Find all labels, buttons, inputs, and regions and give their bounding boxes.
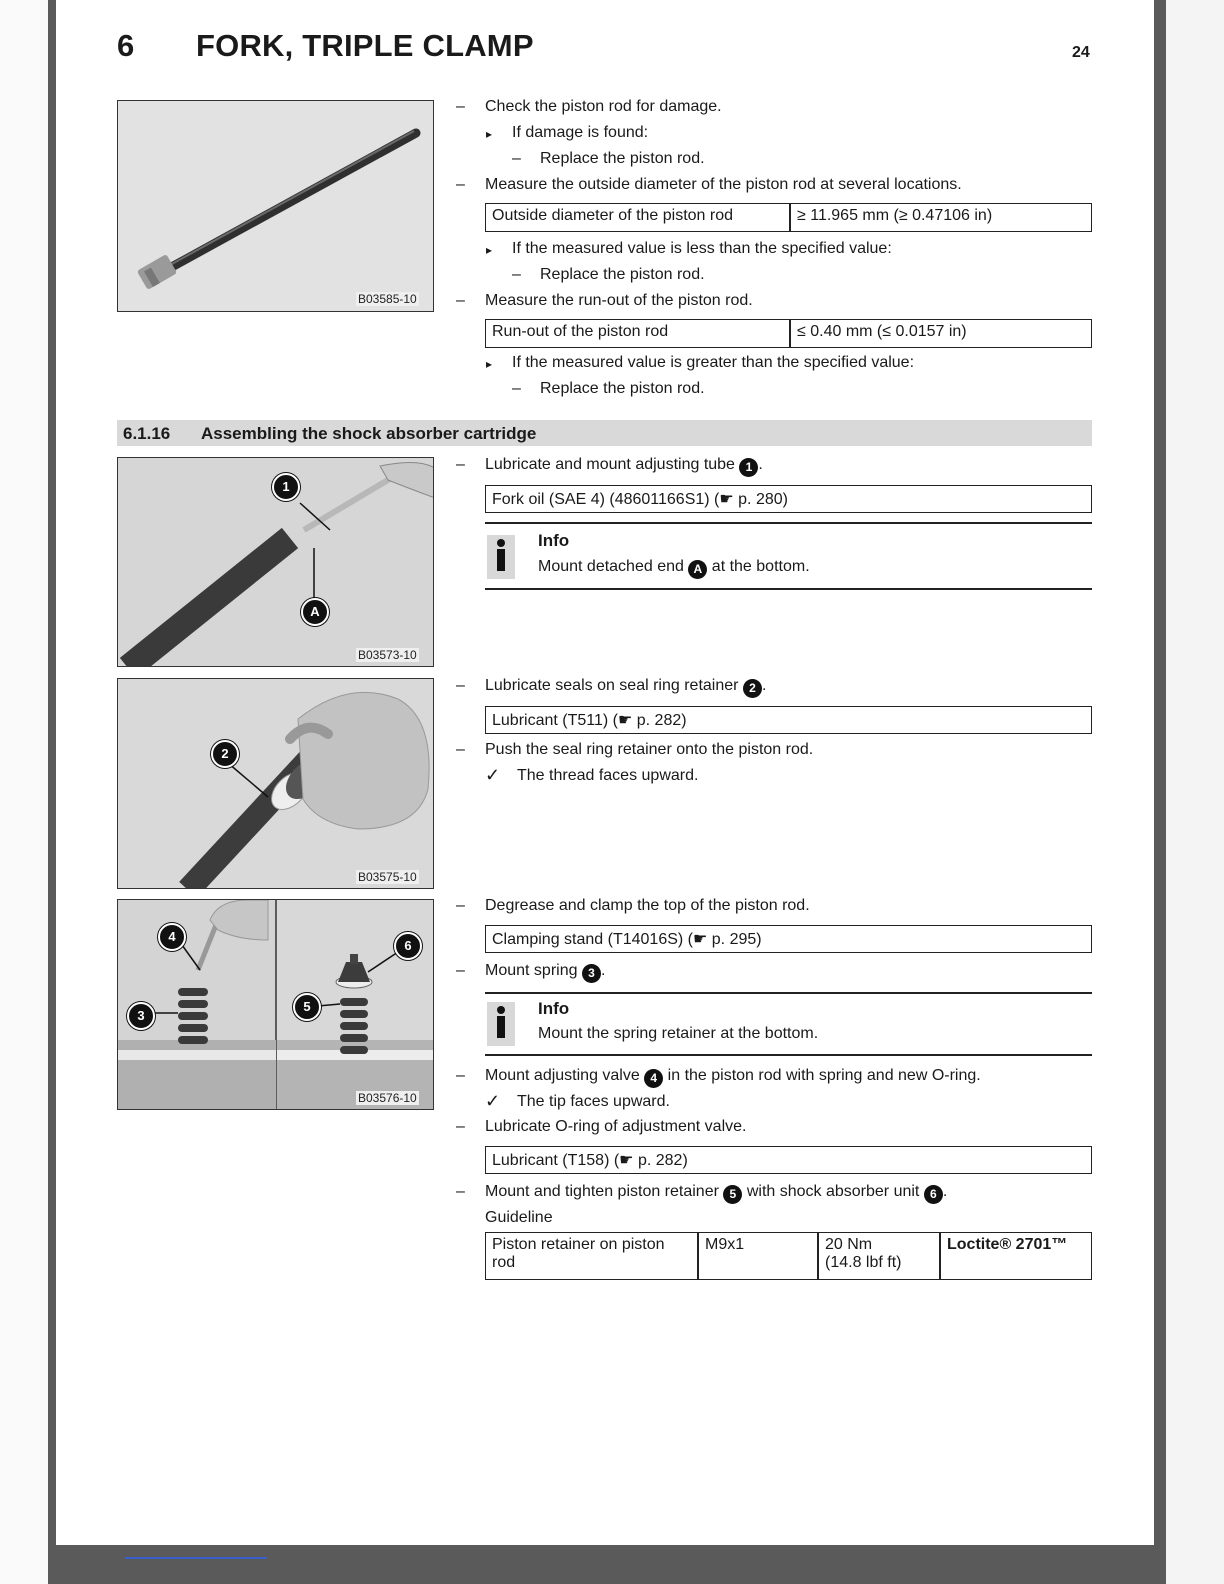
dash: – [456,292,465,309]
piston-rod-illustration [118,101,434,312]
spec-lubricant: Lubricant (T158) (☛ p. 282) [492,1152,688,1169]
torque-table-part [486,1233,698,1279]
info-text-end: at the bottom. [711,558,810,575]
figure-piston-rod [117,100,434,312]
info-top-rule [485,992,1092,994]
torque-part-line2: rod [492,1254,516,1271]
inline-marker-2: 2 [743,679,762,698]
bullet-icon: ▸ [486,127,493,141]
step-mount-adjusting-valve [485,1067,981,1088]
callout-marker-6: 6 [394,932,422,960]
torque-value-lbf: (14.8 lbf ft) [825,1254,902,1271]
torque-table-value [819,1233,907,1279]
info-text: Mount the spring retainer at the bottom. [538,1025,819,1042]
torque-table-thread: M9x1 [705,1236,745,1253]
spec-label: Outside diameter of the piston rod [492,207,734,224]
callout-marker-1: 1 [272,473,300,501]
figure-label: B03575-10 [358,870,417,884]
step-text: Mount spring [485,962,578,979]
seal-ring-illustration [118,679,434,889]
info-title: Info [538,999,570,1018]
spec-lubricant: Lubricant (T511) (☛ p. 282) [492,712,687,729]
dash: – [456,962,465,979]
viewer-margin-right [1166,0,1224,1584]
spec-clamping-stand: Clamping stand (T14016S) (☛ p. 295) [492,931,762,948]
step-measure-diameter: Measure the outside diameter of the piston rod at several locations. [485,176,962,193]
section-title: Assembling the shock absorber cartridge [201,424,537,443]
page-number: 24 [1072,44,1090,61]
step-measure-runout: Measure the run-out of the piston rod. [485,292,753,309]
viewer-link-underline[interactable] [125,1557,267,1559]
figure-label: B03573-10 [358,648,417,662]
check-icon: ✓ [485,1091,501,1111]
dash: – [456,677,465,694]
viewer-border-left [48,0,56,1584]
step-text-end: . [942,1183,948,1200]
viewer-border-right [1154,0,1166,1584]
figure-spring-valve [117,899,434,1110]
condition-less: If the measured value is less than the specified value: [512,240,892,257]
chapter-title: FORK, TRIPLE CLAMP [196,28,534,63]
callout-marker-3: 3 [127,1002,155,1030]
info-icon [487,1002,515,1046]
dash: – [456,176,465,193]
dash: – [512,380,521,397]
inline-marker-1: 1 [739,458,758,477]
info-text-start: Mount detached end [538,558,684,575]
dash: – [456,897,465,914]
action-replace: Replace the piston rod. [540,150,705,167]
torque-table-loctite: Loctite® 2701™ [947,1236,1068,1253]
step-check-damage: Check the piston rod for damage. [485,98,722,115]
inline-marker-5: 5 [723,1185,742,1204]
viewer-bottom-bar [48,1545,1166,1584]
chapter-number: 6 [117,28,135,63]
spec-table-runout [485,319,1092,348]
torque-spec-table [485,1232,1092,1280]
step-text-end: . [758,456,763,473]
inline-marker-A: A [688,560,707,579]
figure-label: B03576-10 [358,1091,417,1105]
torque-value-nm: 20 Nm [825,1236,873,1253]
figure-label: B03585-10 [358,292,417,306]
info-text [538,558,810,579]
step-text: Mount adjusting valve [485,1067,640,1084]
inline-marker-6: 6 [924,1185,943,1204]
info-title: Info [538,531,570,550]
step-text: Lubricate and mount adjusting tube [485,456,735,473]
section-number: 6.1.16 [123,424,171,443]
condition-greater: If the measured value is greater than the specified value: [512,354,915,371]
step-mount-spring [485,962,605,983]
dash: – [456,1118,465,1135]
step-text-mid: with shock absorber unit [746,1183,920,1200]
spec-table-diameter [485,203,1092,232]
dash: – [456,456,465,473]
spec-box-clamping-stand [485,925,1092,953]
spec-fork-oil: Fork oil (SAE 4) (48601166S1) (☛ p. 280) [492,491,788,508]
spec-label: Run-out of the piston rod [492,323,669,340]
callout-marker-4: 4 [158,923,186,951]
condition-damage: If damage is found: [512,124,649,141]
dash: – [512,266,521,283]
callout-marker-2: 2 [211,740,239,768]
callout-marker-5: 5 [293,993,321,1021]
spec-box-lubricant-t158 [485,1146,1092,1174]
bullet-icon: ▸ [486,357,493,371]
action-replace: Replace the piston rod. [540,266,705,283]
step-text-end: . [600,962,606,979]
step-lubricate-seals [485,677,766,698]
torque-part-line1: Piston retainer on piston [492,1236,665,1253]
inline-marker-4: 4 [644,1069,663,1088]
dash: – [456,1067,465,1084]
inline-marker-3: 3 [582,964,601,983]
action-replace: Replace the piston rod. [540,380,705,397]
info-icon [487,535,515,579]
viewer-margin-left [0,0,48,1584]
step-lubricate-tube [485,456,763,477]
dash: – [456,98,465,115]
spec-box-lubricant-t511 [485,706,1092,734]
dash: – [456,741,465,758]
step-tighten-piston-retainer [485,1183,947,1204]
spec-value: ≥ 11.965 mm (≥ 0.47106 in) [797,207,993,224]
step-lubricate-oring: Lubricate O-ring of adjustment valve. [485,1118,747,1135]
info-bottom-rule [485,588,1092,590]
step-text-end: . [761,677,767,694]
result-thread-upward: The thread faces upward. [517,767,699,784]
callout-marker-A: A [301,598,329,626]
info-top-rule [485,522,1092,524]
dash: – [512,150,521,167]
dash: – [456,1183,465,1200]
spec-box-fork-oil [485,485,1092,513]
bullet-icon: ▸ [486,243,493,257]
guideline-label: Guideline [485,1209,553,1226]
step-push-retainer: Push the seal ring retainer onto the piston rod. [485,741,814,758]
step-text-end: in the piston rod with spring and new O-ring. [667,1067,981,1084]
step-text: Lubricate seals on seal ring retainer [485,677,739,694]
figure-seal-ring-retainer [117,678,434,889]
step-text: Mount and tighten piston retainer [485,1183,719,1200]
step-degrease-clamp: Degrease and clamp the top of the piston rod. [485,897,810,914]
info-bottom-rule [485,1054,1092,1056]
figure-adjusting-tube [117,457,434,667]
check-icon: ✓ [485,765,501,785]
result-tip-upward: The tip faces upward. [517,1093,670,1110]
spec-value: ≤ 0.40 mm (≤ 0.0157 in) [797,323,967,340]
